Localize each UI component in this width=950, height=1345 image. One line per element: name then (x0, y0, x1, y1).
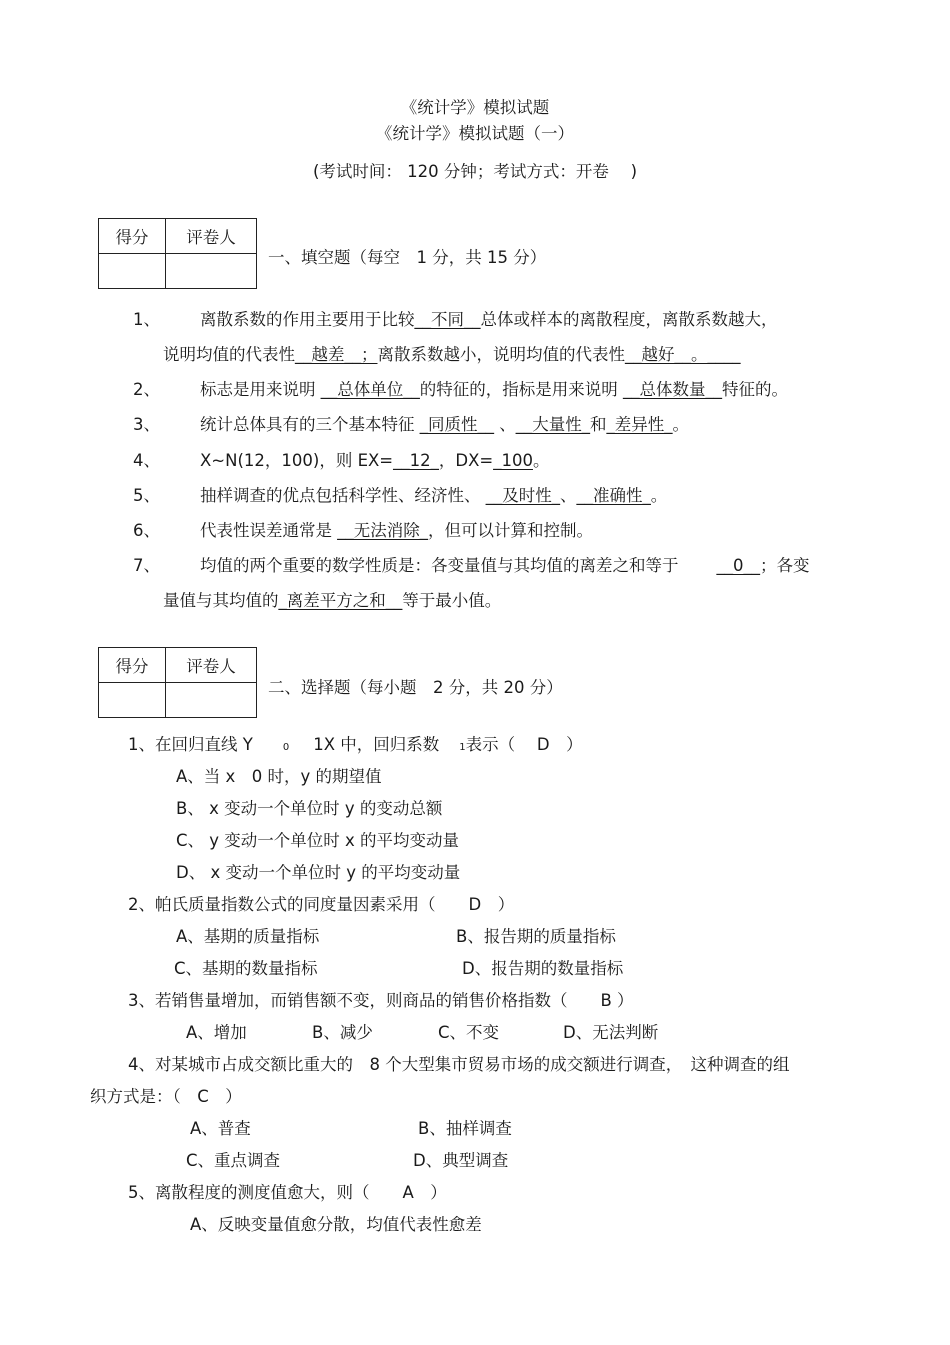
q-num: 7、 (133, 556, 160, 575)
choice-q2-option-a: A、基期的质量指标 (176, 927, 320, 946)
q-text: 离散系数越小，说明均值的代表性 (377, 345, 625, 364)
fill-q4 (133, 447, 549, 471)
grader-label: 评卷人 (166, 648, 257, 683)
section2-title: 二、选择题（每小题 2 分，共 20 分） (268, 678, 563, 697)
subscript: 0 (282, 742, 290, 753)
q-text: 、 (560, 486, 577, 505)
choice-q2-option-b: B、报告期的质量指标 (456, 927, 616, 946)
q-text: 。 (650, 486, 668, 505)
choice-q4-option-a: A、普查 (190, 1119, 251, 1138)
q-text: 1、在回归直线 Y (128, 735, 253, 754)
q-num: 5、 (133, 486, 160, 505)
score-label: 得分 (99, 219, 166, 254)
q-text: 、 (494, 415, 516, 434)
q-text: 统计总体具有的三个基本特征 (200, 415, 420, 434)
choice-q2-stem: 2、帕氏质量指数公式的同度量因素采用（ D ） (128, 895, 515, 914)
answer-blank: __总体数量__ (623, 380, 722, 399)
choice-q1-option-a: A、当 x 0 时，y 的期望值 (176, 767, 382, 786)
answer-blank: __越好__。____ (625, 345, 741, 364)
score-table-1 (98, 218, 257, 289)
choice-q3-option-b: B、减少 (312, 1023, 373, 1042)
fill-q7-line1 (133, 552, 810, 576)
answer-blank: _同质性__ (419, 415, 494, 434)
q-text: ，DX= (438, 451, 494, 470)
q-num: 6、 (133, 521, 160, 540)
fill-q7-line2 (163, 587, 501, 611)
q-text: 量值与其均值的 (163, 591, 279, 610)
q-num: 4、 (133, 451, 160, 470)
section1-title: 一、填空题（每空 1 分，共 15 分） (268, 248, 547, 267)
answer-blank: __不同__ (414, 310, 481, 329)
fill-q1-line2 (163, 341, 741, 365)
choice-q4-option-d: D、典型调查 (413, 1151, 509, 1170)
answer-blank: _差异性_ (606, 415, 673, 434)
answer-blank: __越差__； (295, 345, 378, 364)
choice-q1-option-d: D、 x 变动一个单位时 y 的平均变动量 (176, 863, 461, 882)
fill-q1-line1 (133, 306, 778, 330)
q-text: 和 (590, 415, 607, 434)
q-num: 2、 (133, 380, 160, 399)
score-cell (99, 254, 166, 289)
answer-blank: __大量性_ (515, 415, 590, 434)
choice-q3-option-a: A、增加 (186, 1023, 247, 1042)
q-text: 等于最小值。 (402, 591, 502, 610)
fill-q5 (133, 482, 667, 506)
q-text: 表示（ D ） (465, 735, 583, 754)
answer-blank: __12_ (393, 451, 439, 470)
q-num: 3、 (133, 415, 160, 434)
fill-q6 (133, 517, 593, 541)
score-table-2 (98, 647, 257, 718)
q-text: 抽样调查的优点包括科学性、经济性、 (200, 486, 486, 505)
q-text: 标志是用来说明 (200, 380, 321, 399)
score-label: 得分 (99, 648, 166, 683)
q-text: 总体或样本的离散程度，离散系数越大， (480, 310, 778, 329)
choice-q2-option-c: C、基期的数量指标 (174, 959, 318, 978)
choice-q1-option-c: C、 y 变动一个单位时 x 的平均变动量 (176, 831, 460, 850)
q-text: ；各变 (760, 556, 810, 575)
choice-q4-option-c: C、重点调查 (186, 1151, 281, 1170)
choice-q4-stem-line2: 织方式是：（ C ） (90, 1087, 242, 1106)
q-text: 离散系数的作用主要用于比较 (200, 310, 415, 329)
exam-info: (考试时间： 120 分钟；考试方式：开卷 ) (312, 162, 638, 181)
q-num: 1、 (133, 310, 160, 329)
fill-q2 (133, 376, 788, 400)
answer-blank: __无法消除_ (337, 521, 428, 540)
choice-q3-stem: 3、若销售量增加，而销售额不变，则商品的销售价格指数（ B ） (128, 991, 634, 1010)
grader-label: 评卷人 (166, 219, 257, 254)
grader-cell (166, 254, 257, 289)
grader-cell (166, 683, 257, 718)
answer-blank: __总体单位__ (320, 380, 420, 399)
score-cell (99, 683, 166, 718)
doc-title: 《统计学》模拟试题 (400, 98, 550, 117)
q-text: X~N(12，100)，则 EX= (200, 451, 394, 470)
q-text: 特征的。 (722, 380, 788, 399)
answer-blank: __及时性_ (485, 486, 560, 505)
choice-q2-option-d: D、报告期的数量指标 (462, 959, 624, 978)
q-text: 的特征的，指标是用来说明 (419, 380, 623, 399)
choice-q5-stem: 5、离散程度的测度值愈大，则（ A ） (128, 1183, 447, 1202)
answer-blank: __准确性_ (576, 486, 651, 505)
q-text: 代表性误差通常是 (200, 521, 338, 540)
choice-q1-stem (128, 731, 583, 755)
q-text: 均值的两个重要的数学性质是：各变量值与其均值的离差之和等于 (200, 556, 679, 575)
doc-subtitle: 《统计学》模拟试题（一） (376, 124, 574, 143)
choice-q5-option-a: A、反映变量值愈分散，均值代表性愈差 (190, 1215, 482, 1234)
q-text: 说明均值的代表性 (163, 345, 295, 364)
answer-blank: __0__ (716, 556, 760, 575)
subscript: 1 (459, 742, 466, 753)
answer-blank: _100 (493, 451, 533, 470)
fill-q3 (133, 411, 689, 435)
choice-q1-option-b: B、 x 变动一个单位时 y 的变动总额 (176, 799, 443, 818)
q-text: 。 (532, 451, 550, 470)
q-text: 。 (672, 415, 689, 434)
answer-blank: _离差平方之和__ (278, 591, 403, 610)
choice-q4-option-b: B、抽样调查 (418, 1119, 512, 1138)
q-text: ，但可以计算和控制。 (428, 521, 593, 540)
choice-q3-option-d: D、无法判断 (563, 1023, 659, 1042)
choice-q3-option-c: C、不变 (438, 1023, 500, 1042)
choice-q4-stem-line1: 4、对某城市占成交额比重大的 8 个大型集市贸易市场的成交额进行调查， 这种调查的组 (128, 1055, 790, 1074)
q-text: 1X 中，回归系数 (313, 735, 440, 754)
